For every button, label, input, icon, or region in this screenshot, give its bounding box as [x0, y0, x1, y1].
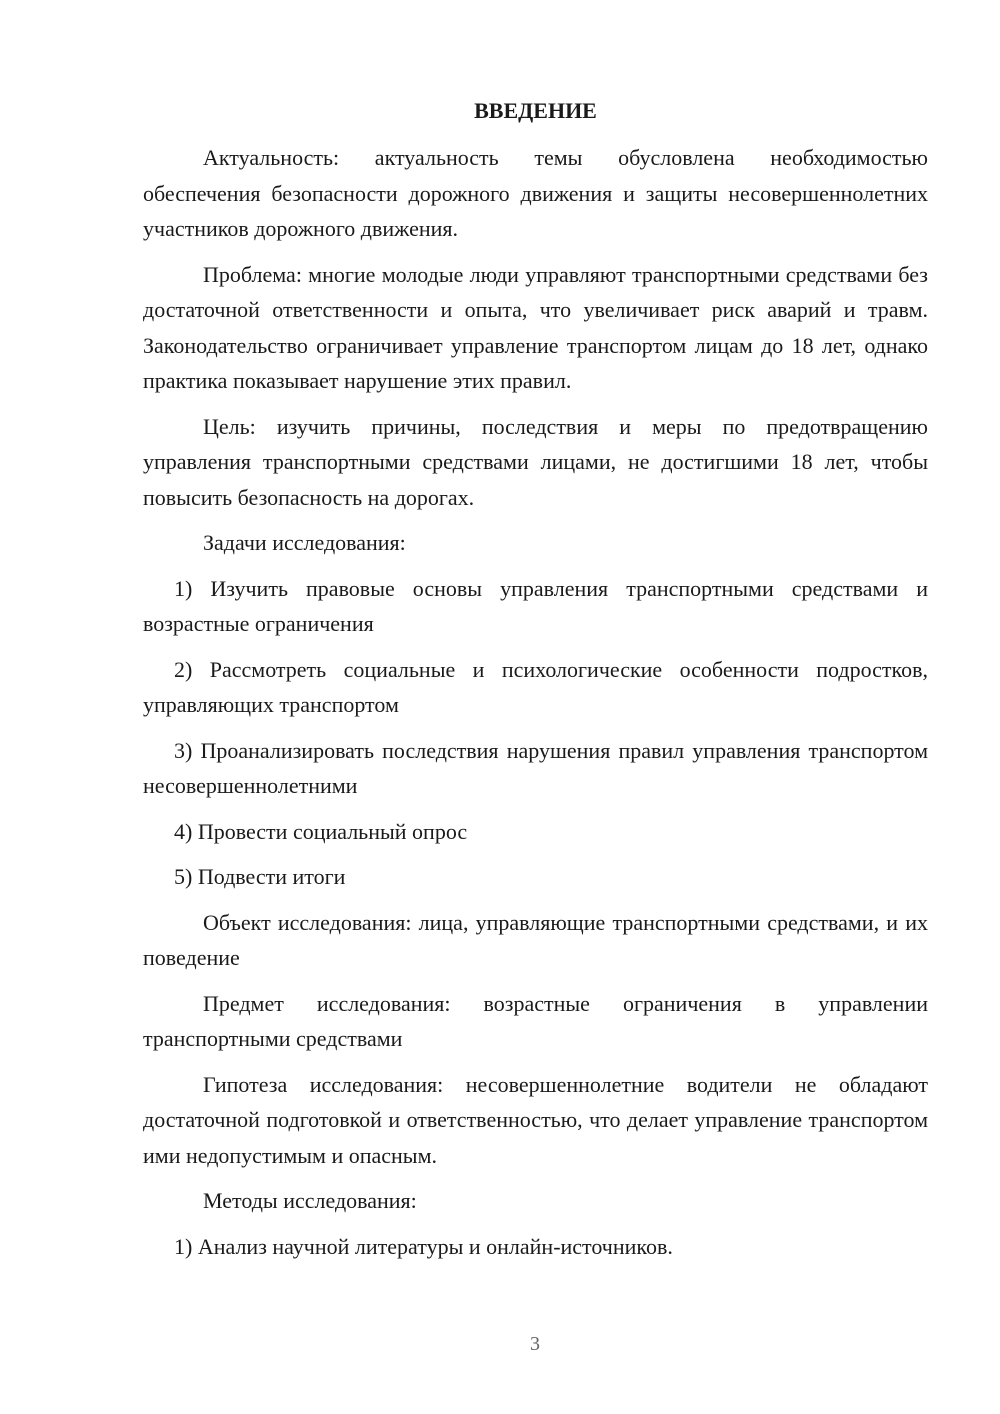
task-item-2: 2) Рассмотреть социальные и психологические особенности подростков, управляющих транспортом [143, 656, 928, 717]
task-item-3: 3) Проанализировать последствия нарушения правил управления транспортом несовершеннолетними [143, 737, 928, 798]
object-paragraph: Объект исследования: лица, управляющие транспортными средствами, и их поведение [143, 909, 928, 970]
relevance-paragraph: Актуальность: актуальность темы обусловлена необходимостью обеспечения безопасности дорожного движения и защиты несовершеннолетних участников дорожного движения. [143, 145, 928, 241]
hypothesis-paragraph: Гипотеза исследования: несовершеннолетние водители не обладают достаточной подготовкой и ответственностью, что делает управление транспортом ими недопустимым и опасным. [143, 1071, 928, 1168]
subject-paragraph: Предмет исследования: возрастные ограничения в управлении транспортными средствами [143, 990, 928, 1051]
page-number: 3 [530, 1333, 540, 1355]
problem-paragraph: Проблема: многие молодые люди управляют транспортными средствами без достаточной ответственности и опыта, что увеличивает риск аварий и травм. Законодательство ограничивает управление транспортом лицам до 18 лет, однако практика показывает нарушение этих правил. [143, 261, 928, 393]
tasks-title: Задачи исследования: [203, 530, 406, 555]
section-heading: ВВЕДЕНИЕ [474, 98, 597, 123]
methods-title: Методы исследования: [203, 1188, 417, 1213]
task-item-4: 4) Провести социальный опрос [174, 818, 468, 844]
task-item-1: 1) Изучить правовые основы управления транспортными средствами и возрастные ограничения [143, 575, 928, 636]
method-item-1: 1) Анализ научной литературы и онлайн-источников. [174, 1233, 673, 1259]
goal-paragraph: Цель: изучить причины, последствия и меры по предотвращению управления транспортными средствами лицами, не достигшими 18 лет, чтобы повысить безопасность на дорогах. [143, 413, 928, 510]
page-body [143, 96, 928, 1274]
task-item-5: 5) Подвести итоги [174, 864, 346, 889]
